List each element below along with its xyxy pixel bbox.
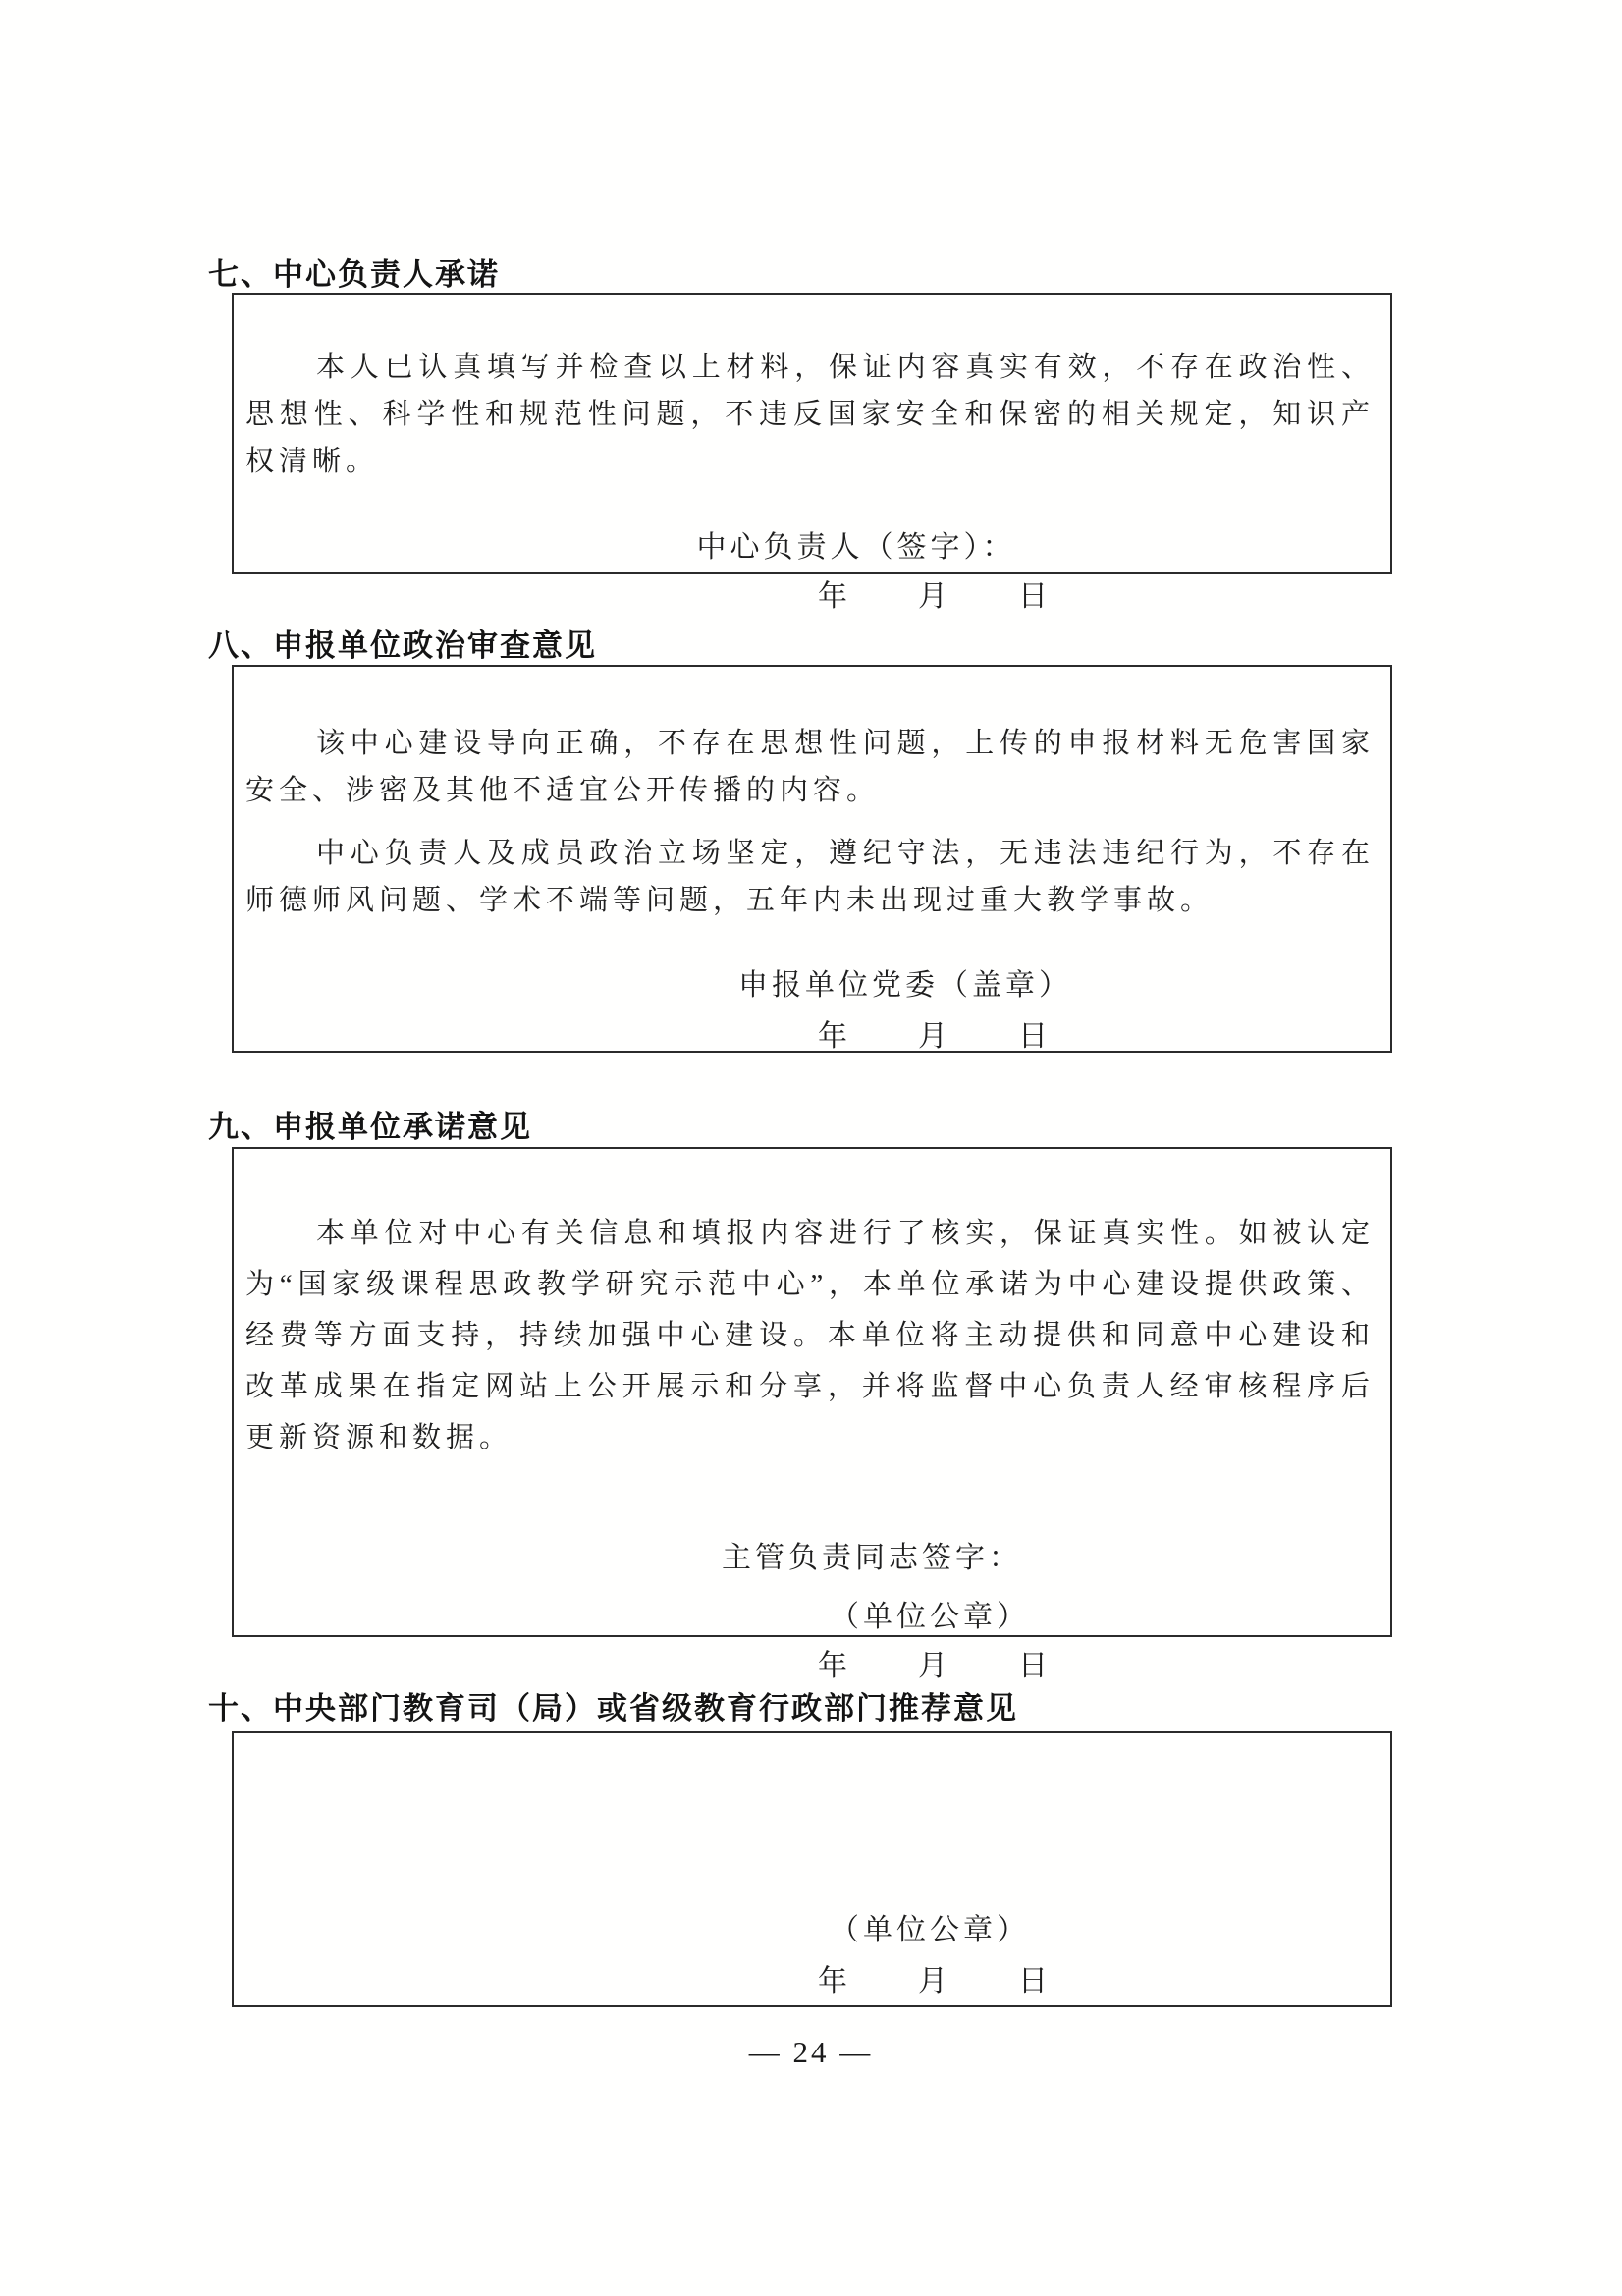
section-7-date-line: 年 月 日 [818,580,1052,613]
section-7-heading: 七、中心负责人承诺 [208,257,500,292]
section-9-stamp-label: （单位公章） [830,1601,1030,1633]
section-9-heading: 九、申报单位承诺意见 [208,1110,532,1144]
section-8-review-text-1: 该中心建设导向正确，不存在思想性问题，上传的申报材料无危害国家安全、涉密及其他不适宜公开传播的内容。 [245,728,1375,806]
section-10-stamp-label: （单位公章） [830,1914,1030,1946]
section-7-commitment-text: 本人已认真填写并检查以上材料，保证内容真实有效，不存在政治性、思想性、科学性和规范性问题，不违反国家安全和保密的相关规定，知识产权清晰。 [245,352,1375,477]
section-9-signer-label: 主管负责同志签字： [722,1542,1022,1574]
section-9-commitment-text: 本单位对中心有关信息和填报内容进行了核实，保证真实性。如被认定为“国家级课程思政教学研究示范中心”，本单位承诺为中心建设提供政策、经费等方面支持，持续加强中心建设。本单位将主动提供和同意中心建设和改革成果在指定网站上公开展示和分享，并将监督中心负责人经审核程序后更新资源和数据。 [245,1218,1375,1453]
section-8-review-text-2: 中心负责人及成员政治立场坚定，遵纪守法，无违法违纪行为，不存在师德师风问题、学术不端等问题，五年内未出现过重大教学事故。 [245,838,1375,916]
section-8-date-line: 年 月 日 [818,1020,1052,1053]
section-7-box [232,293,1392,613]
section-7-signer-label: 中心负责人（签字）： [696,531,1016,564]
section-10-date-line: 年 月 日 [818,1965,1052,1997]
section-10-box [232,1731,1392,2007]
section-8-heading: 八、申报单位政治审查意见 [208,629,597,663]
section-8-box [232,665,1392,1053]
section-9-box [232,1147,1392,1682]
page-number: — 24 — [748,2035,874,2069]
section-10-heading: 十、中央部门教育司（局）或省级教育行政部门推荐意见 [208,1691,1018,1725]
section-8-stamp-label: 申报单位党委（盖章） [738,969,1072,1002]
section-9-date-line: 年 月 日 [818,1650,1052,1682]
